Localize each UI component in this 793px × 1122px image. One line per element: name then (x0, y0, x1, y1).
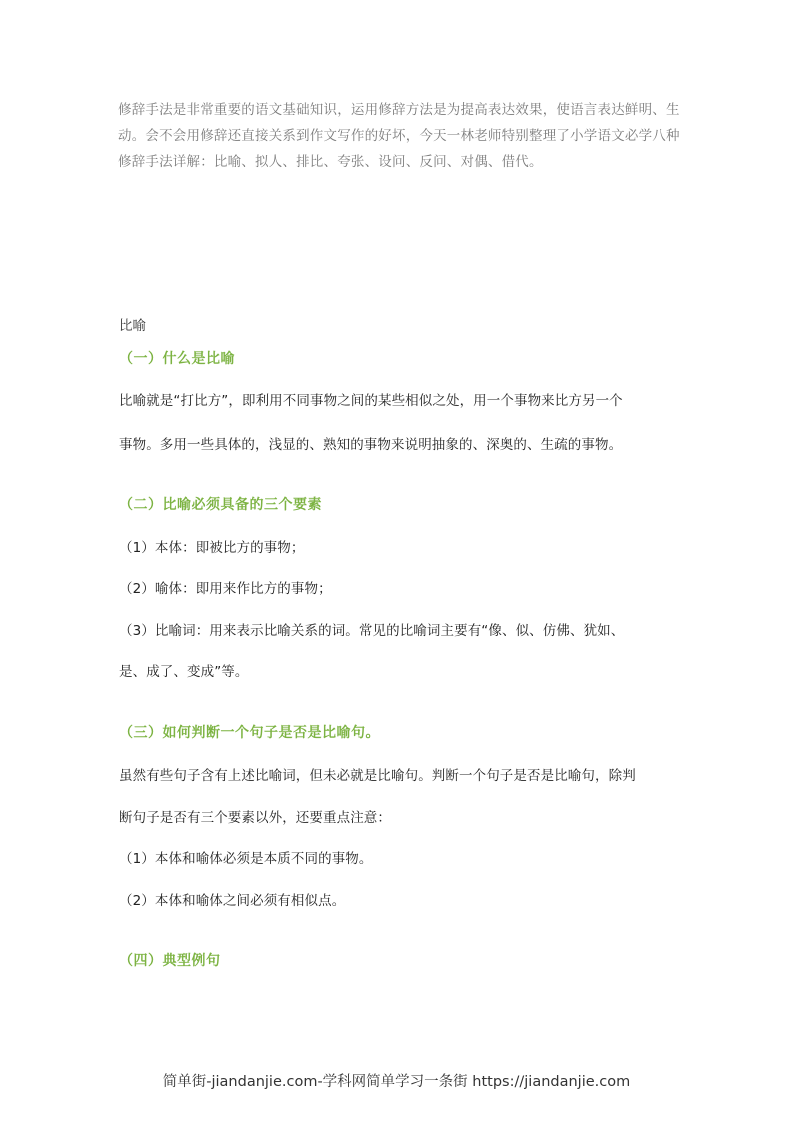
section-3-line-2: 断句子是否有三个要素以外，还要重点注意： (119, 810, 391, 826)
section-3-line-4: （2）本体和喻体之间必须有相似点。 (119, 893, 346, 909)
section-heading-3: （三）如何判断一个句子是否是比喻句。 (119, 725, 380, 741)
section-1-line-2: 事物。多用一些具体的，浅显的、熟知的事物来说明抽象的、深奥的、生疏的事物。 (119, 437, 623, 453)
section-2-line-1: （1）本体：即被比方的事物； (119, 540, 305, 556)
section-3-line-1: 虽然有些句子含有上述比喻词，但未必就是比喻句。判断一个句子是否是比喻句，除判 (119, 768, 636, 784)
section-heading-4: （四）典型例句 (119, 953, 221, 969)
section-heading-1: （一）什么是比喻 (119, 351, 235, 367)
section-2-line-3: （3）比喻词：用来表示比喻关系的词。常见的比喻词主要有“像、似、仿佛、犹如、 (119, 623, 625, 639)
footer-source: 简单街-jiandanjie.com-学科网简单学习一条街 https://jiandanjie.com (162, 1074, 631, 1090)
intro-paragraph: 修辞手法是非常重要的语文基础知识，运用修辞方法是为提高表达效果，使语言表达鲜明、生动。会不会用修辞还直接关系到作文写作的好坏，今天一林老师特别整理了小学语文必学八种修辞手法详解：比喻、拟人、排比、夸张、设问、反问、对偶、借代。 (118, 102, 680, 170)
section-1-line-1: 比喻就是“打比方”，即利用不同事物之间的某些相似之处，用一个事物来比方另一个 (119, 393, 623, 409)
section-2-line-2: （2）喻体：即用来作比方的事物； (119, 581, 332, 597)
section-heading-2: （二）比喻必须具备的三个要素 (119, 497, 322, 513)
section-3-line-3: （1）本体和喻体必须是本质不同的事物。 (119, 851, 373, 867)
section-2-line-4: 是、成了、变成”等。 (119, 664, 249, 680)
topic-title: 比喻 (119, 318, 146, 334)
